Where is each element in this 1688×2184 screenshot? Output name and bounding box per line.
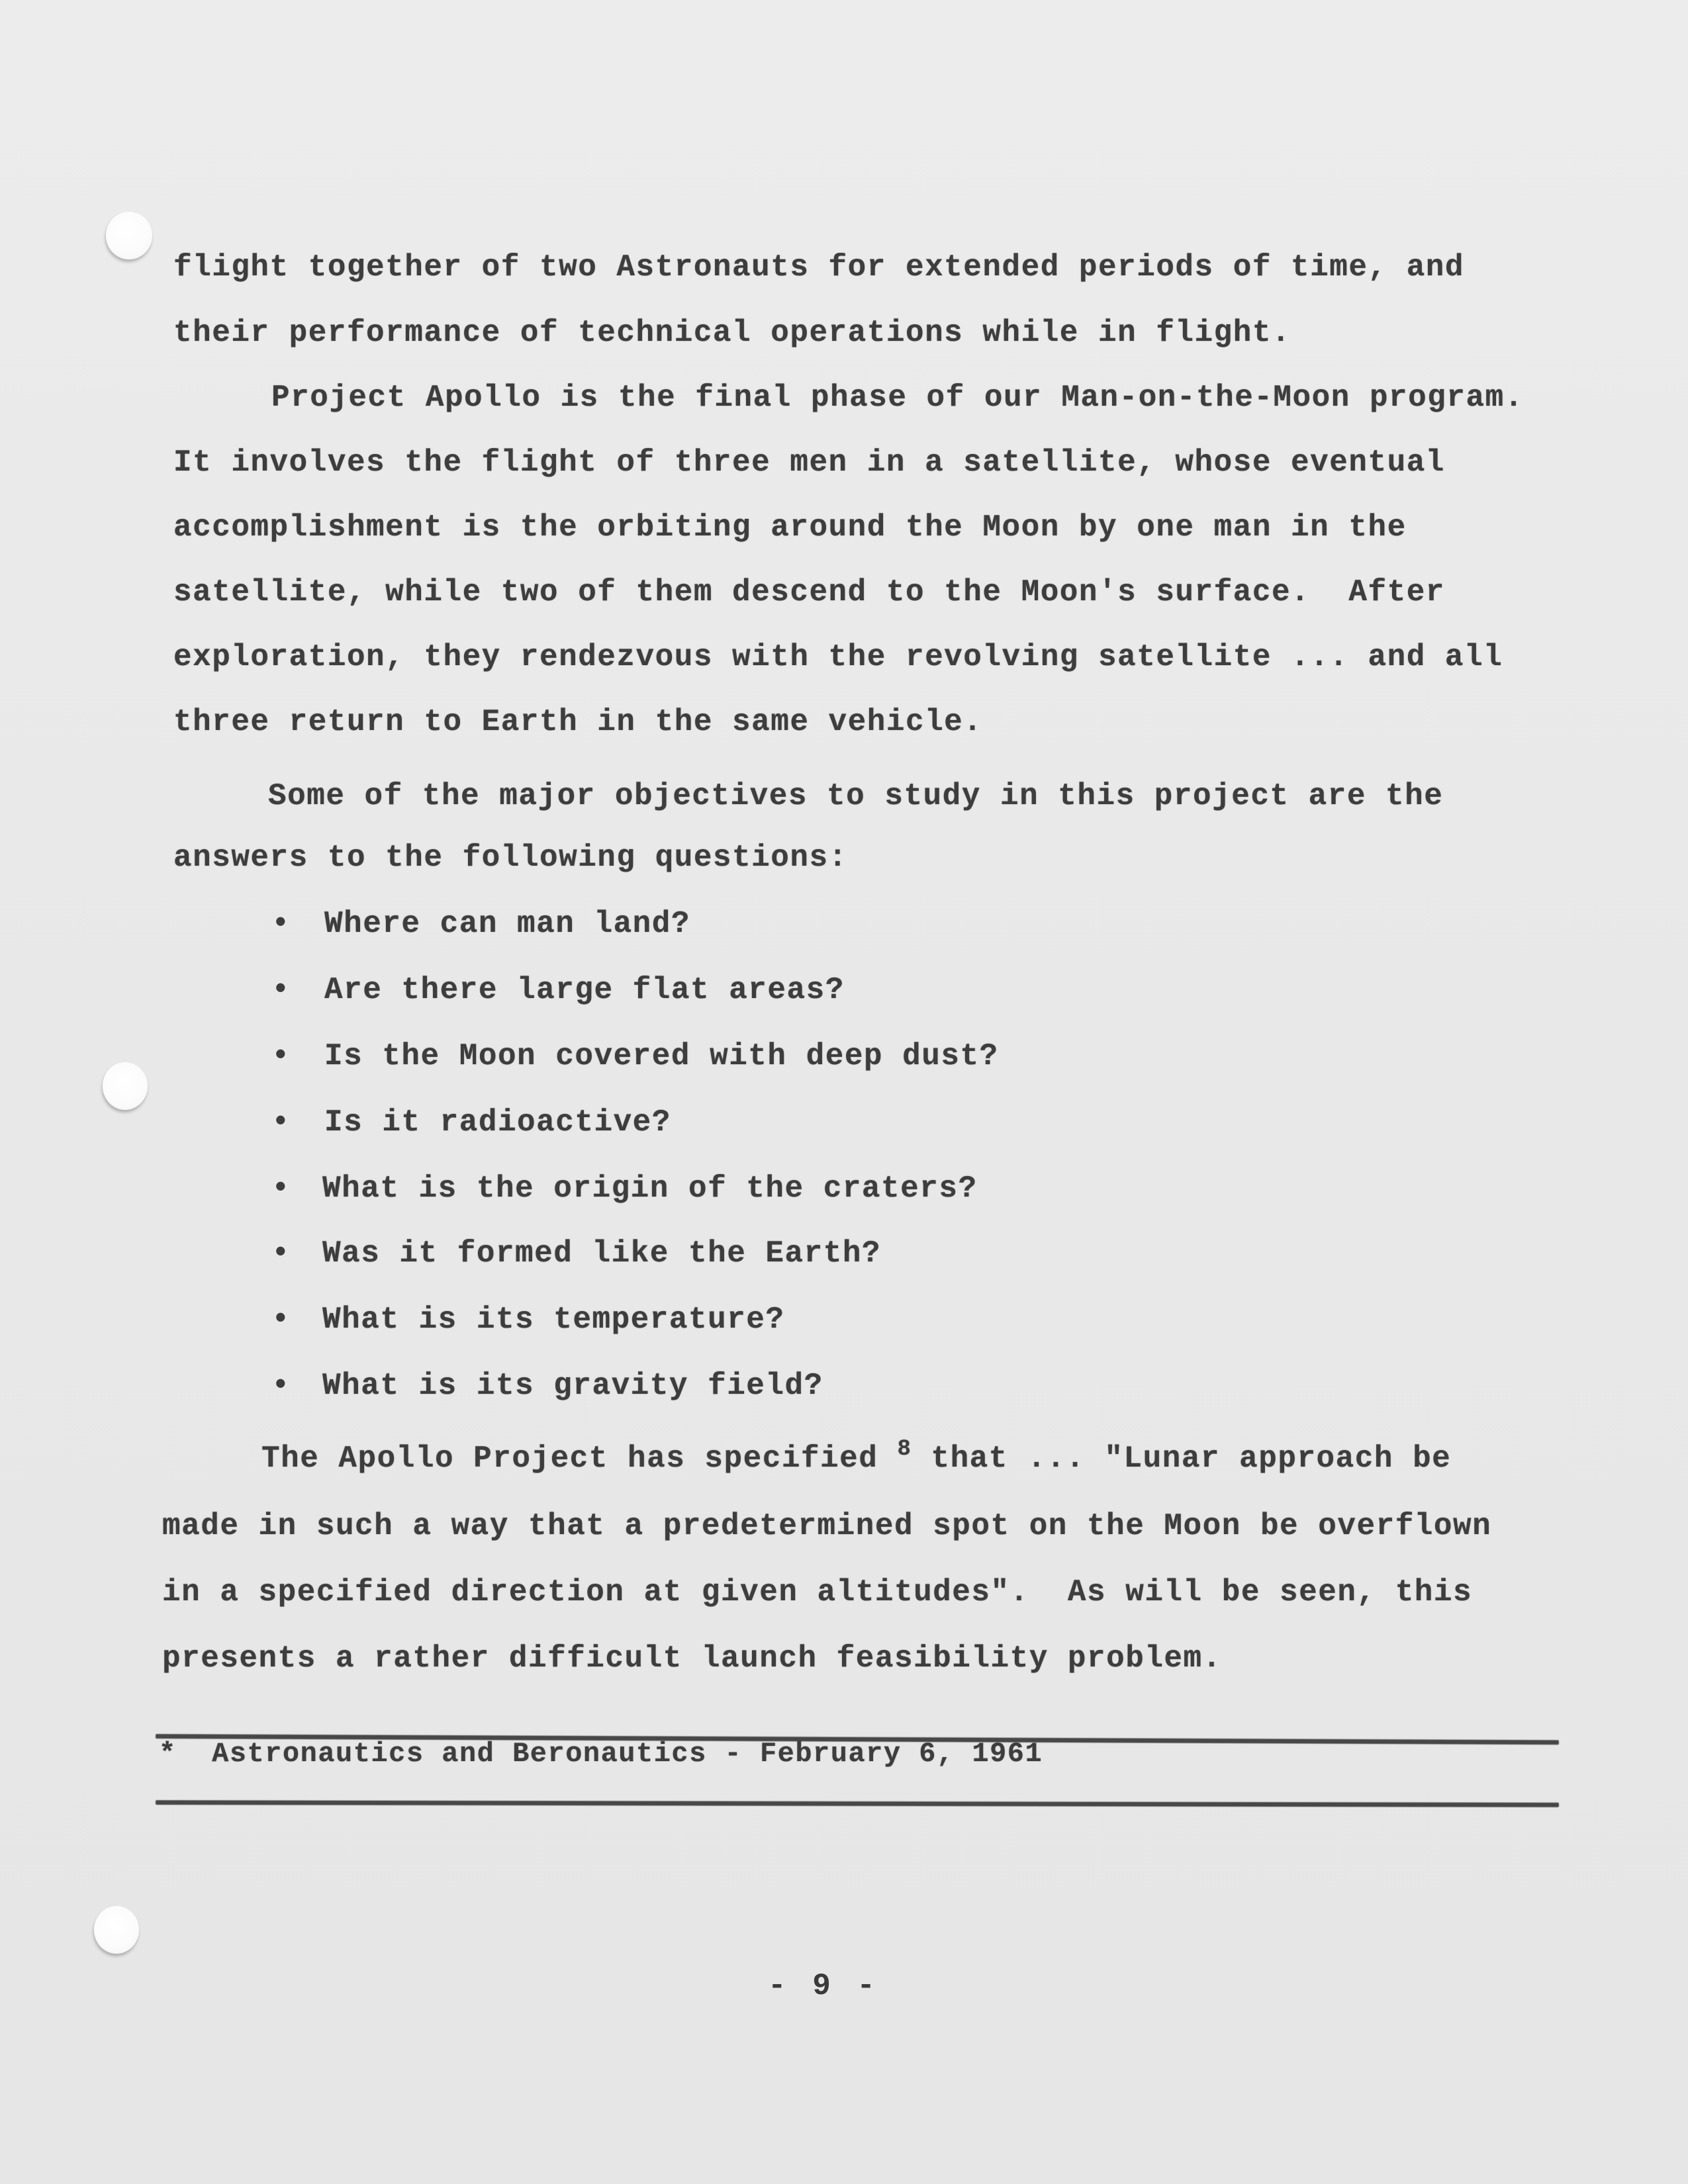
punch-hole-bottom	[94, 1906, 139, 1954]
body-line	[261, 1437, 1452, 1476]
question-text: Is it radioactive?	[324, 1105, 671, 1140]
question-text: What is its gravity field?	[322, 1369, 823, 1403]
bullet-icon: •	[271, 973, 290, 1007]
question-text: Where can man land?	[324, 907, 690, 941]
punch-hole-middle	[103, 1062, 148, 1110]
bullet-icon: •	[271, 1236, 290, 1271]
body-line: exploration, they rendezvous with the revolving satellite ... and all	[173, 640, 1503, 674]
question-text: Is the Moon covered with deep dust?	[324, 1039, 999, 1073]
bullet-icon: •	[271, 1105, 290, 1140]
body-line: flight together of two Astronauts for extended periods of time, and	[173, 250, 1465, 285]
question-text: Are there large flat areas?	[324, 973, 845, 1007]
body-line: their performance of technical operations while in flight.	[173, 316, 1291, 350]
body-line: presents a rather difficult launch feasibility problem.	[162, 1641, 1222, 1676]
bullet-icon: •	[271, 1171, 290, 1206]
spec-text-before-ref: The Apollo Project has specified	[261, 1441, 878, 1476]
page-number: - 9 -	[768, 1969, 880, 2003]
reference-mark: 8	[897, 1437, 912, 1462]
body-line: made in such a way that a predetermined spot on the Moon be overflown	[162, 1509, 1492, 1543]
question-text: What is its temperature?	[322, 1302, 785, 1337]
body-line: satellite, while two of them descend to the Moon's surface. After	[173, 575, 1445, 610]
body-line: accomplishment is the orbiting around the Moon by one man in the	[173, 510, 1407, 545]
question-text: Was it formed like the Earth?	[322, 1236, 882, 1271]
footnote-rule-bottom	[156, 1800, 1559, 1807]
body-line: answers to the following questions:	[173, 841, 848, 875]
body-line: three return to Earth in the same vehicle.	[173, 705, 983, 739]
body-line: Some of the major objectives to study in this project are the	[268, 779, 1444, 813]
bullet-icon: •	[271, 907, 290, 941]
punch-hole-top	[106, 212, 152, 259]
body-line: It involves the flight of three men in a satellite, whose eventual	[173, 445, 1445, 480]
spec-text-after-ref: that ... "Lunar approach be	[931, 1441, 1452, 1476]
bullet-icon: •	[271, 1369, 290, 1403]
question-text: What is the origin of the craters?	[322, 1171, 978, 1206]
footnote: * Astronautics and Beronautics - February 6, 1961	[159, 1738, 1043, 1770]
body-line: Project Apollo is the final phase of our Man-on-the-Moon program.	[271, 381, 1524, 415]
body-line: in a specified direction at given altitudes". As will be seen, this	[162, 1575, 1473, 1610]
bullet-icon: •	[271, 1039, 290, 1073]
bullet-icon: •	[271, 1302, 290, 1337]
